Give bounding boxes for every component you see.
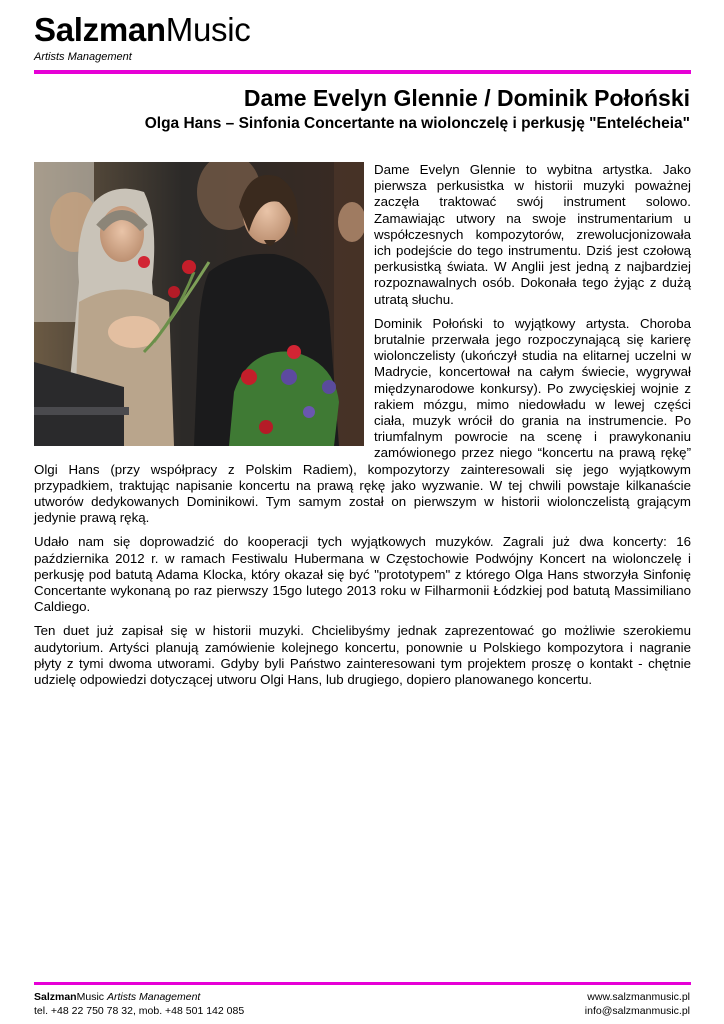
paragraph-polonski: Dominik Połoński to wyjątkowy artysta. Choroba brutalnie przerwała jego rozpoczynającą się karierę wiolonczelisty (ukończył studia na elitarnej uczelni w Madrycie, koncertował na całym świecie, wygrywał międzynarodowe konkursy). Po zwycięskiej wojnie z rakiem mózgu, mimo niedowładu w lewej części ciała, muzyk wrócił do grania na instrumencie. Po triumfalnym powrocie na scenę i prawykonaniu zamówionego przez niego “koncertu na prawą rękę” Olgi Hans (przy współpracy z Polskim Radiem), kompozytorzy zainteresowali się jego wyjątkowym przypadkiem, traktując napisanie koncertu na prawą rękę jako wyzwanie. W tej chwili powstaje kilkanaście utworów dedykowanych Dominikowi. Tym samym został on pierwszym w historii wiolonczelistą grającym jedynie prawą ręką.	[34, 315, 691, 526]
brand-logo	[34, 10, 250, 50]
footer-contact	[34, 990, 244, 1018]
brand-bold: Salzman	[34, 11, 166, 48]
page-subtitle: Olga Hans – Sinfonia Concertante na wiolonczelę i perkusję "Entelécheia"	[144, 115, 690, 132]
footer-website-link[interactable]: www.salzmanmusic.pl	[587, 991, 690, 1003]
footer-brand-italic: Artists Management	[106, 991, 201, 1003]
footer-brand-regular: Music	[76, 991, 105, 1003]
brand-tagline: Artists Management	[34, 51, 132, 63]
footer-phone: tel. +48 22 750 78 32, mob. +48 501 142 085	[34, 1005, 245, 1017]
page-title: Dame Evelyn Glennie / Dominik Połoński	[243, 85, 690, 111]
footer-email-link[interactable]: info@salzmanmusic.pl	[584, 1005, 690, 1017]
brand-regular: Music	[165, 11, 251, 48]
artists-photo	[34, 162, 364, 446]
article-body	[34, 162, 691, 696]
paragraph-cooperation: Udało nam się doprowadzić do kooperacji tych wyjątkowych muzyków. Zagrali już dwa koncerty: 16 października 2012 r. w ramach Festiwalu Hubermana w Częstochowie Podwójny Koncert na wiolonczelę i perkusję pod batutą Adama Klocka, który okazał się być "prototypem" z którego Olga Hans stworzyła Sinfonię Concertante wykonaną po raz pierwszy 15go lutego 2013 roku w Filharmonii Łódzkiej pod batutą Massimiliano Caldiego.	[34, 534, 691, 615]
footer-brand	[34, 990, 244, 1004]
letterhead	[34, 10, 250, 63]
footer-brand-bold: Salzman	[34, 991, 77, 1003]
paragraph-glennie: Dame Evelyn Glennie to wybitna artystka. Jako pierwsza perkusistka w historii muzyki poważnej zaczęła traktować swój instrument solowo. Zamawiając utwory na swoje instrumentarium u współczesnych kompozytorów, zrewolucjonizowała ich podejście do tego instrumentu. Dziś jest czołową perkusistką świata. W Anglii jest jedną z najbardziej rozpoznawalnych osób. Dokonała tego żyjąc z dużą utratą słuchu.	[374, 162, 691, 307]
header-divider	[34, 70, 691, 74]
paragraph-duet: Ten duet już zapisał się w historii muzyki. Chcielibyśmy jednak zaprezentować go możliwie szerokiemu audytorium. Artyści planują zamówienie kolejnego koncertu, ponownie u Polskiego kompozytora i nagranie płyty z tymi dwoma utworami. Gdyby byli Państwo zainteresowani tym projektem proszę o kontakt - chętnie udzielę odpowiedzi dotyczącej utworu Olgi Hans, lub drugiego, dopiero planowanego koncertu.	[34, 623, 691, 688]
footer-links	[585, 990, 690, 1018]
footer-divider	[34, 982, 691, 985]
